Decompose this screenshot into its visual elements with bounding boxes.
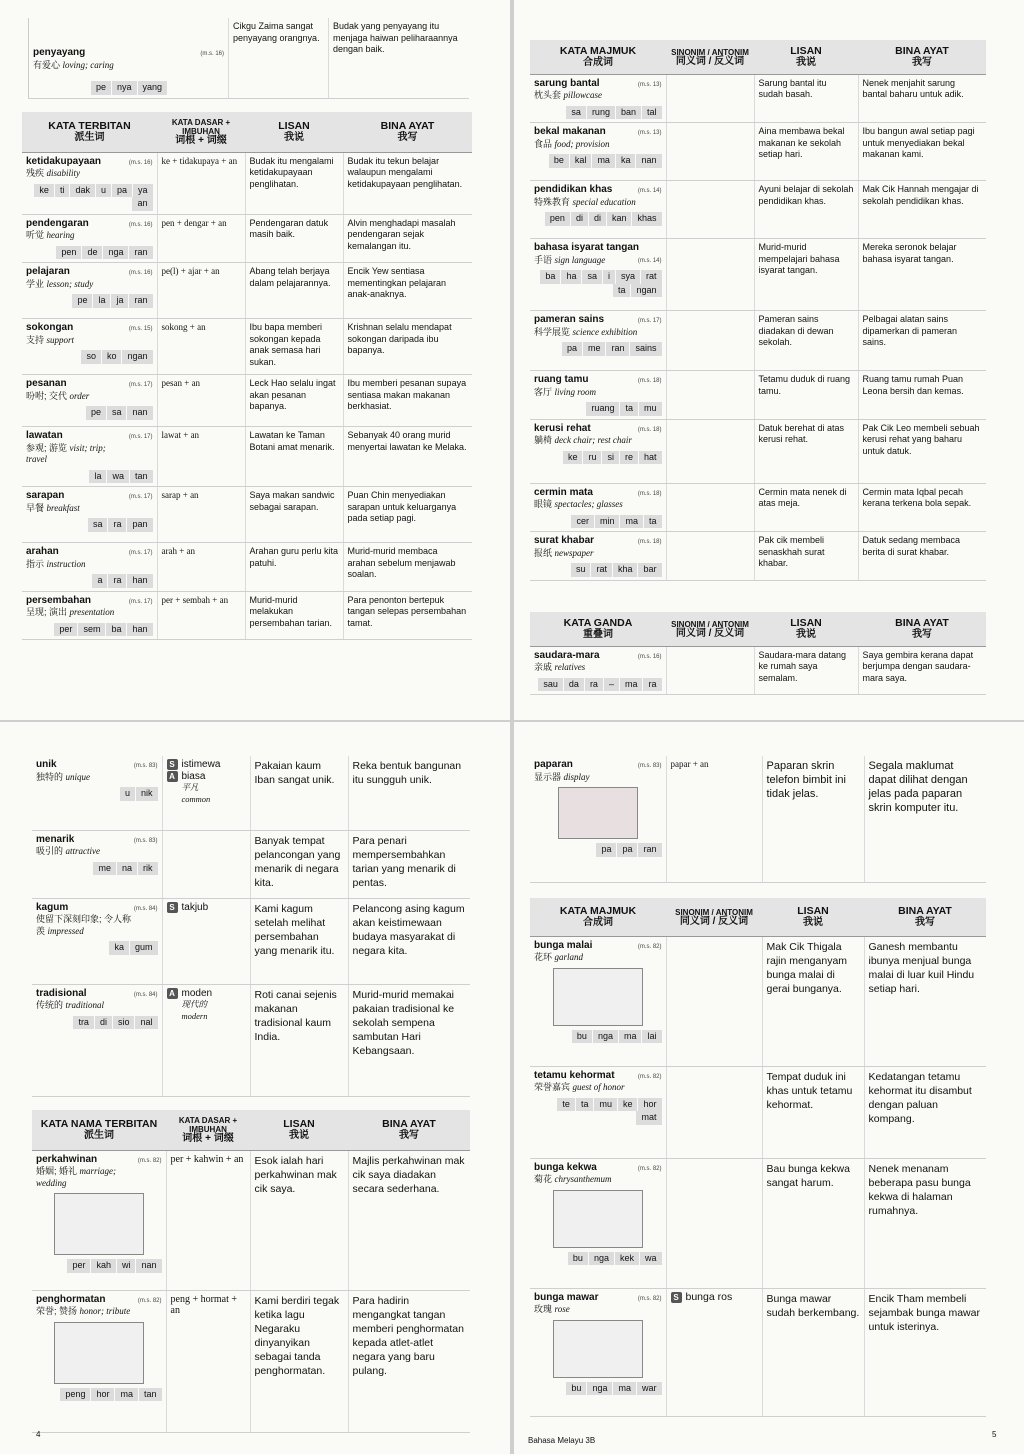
lisan-cell: Bau bunga kekwa sangat harum. — [762, 1158, 864, 1288]
page-ref: (m.s. 13) — [637, 81, 662, 88]
lisan-cell: Tetamu duduk di ruang tamu. — [754, 371, 858, 420]
lisan-cell: Tempat duduk ini khas untuk tetamu kehormat. — [762, 1066, 864, 1158]
page-ref: (m.s. 82) — [137, 1157, 162, 1164]
table-paparan — [530, 756, 986, 883]
page-ref: (m.s. 17) — [128, 598, 153, 605]
antonym: A biasa 平凡 common — [167, 771, 246, 806]
table-header: KATA GANDA 重叠词 SINONIM / ANTONIM 同义词 / 反义词 LISAN 我说 BINA AYAT 我写 — [530, 612, 986, 646]
page-ref: (m.s. 18) — [637, 539, 662, 545]
word: pendidikan khas — [534, 184, 613, 195]
page-ref: (m.s. 16) — [128, 270, 153, 276]
page-ref: (m.s. 18) — [637, 426, 662, 433]
translation: 支持 support — [26, 334, 75, 345]
table-penyayang — [28, 18, 469, 99]
page-ref: (m.s. 82) — [637, 943, 662, 950]
table-row — [530, 1066, 986, 1158]
page-ref: (m.s. 17) — [128, 494, 153, 500]
page-ref: (m.s. 16) — [128, 221, 153, 228]
lisan-cell: Saudara-mara datang ke rumah saya semalam. — [754, 646, 858, 695]
syllables: sa rung ban tal — [534, 106, 662, 120]
syllables: pen di di kan khas — [534, 212, 662, 226]
page-ref: (m.s. 14) — [637, 188, 662, 194]
lisan-cell: Cikgu Zaima sangat penyayang orangnya. — [229, 18, 329, 98]
antonym-badge: A — [167, 988, 178, 999]
sinonim-cell — [162, 830, 250, 898]
bina-cell: Saya gembira kerana dapat berjumpa dengan saudara-mara saya. — [858, 646, 986, 695]
lisan-cell: Aina membawa bekal makanan ke sekolah setiap hari. — [754, 123, 858, 181]
page-top-left — [0, 0, 510, 720]
bina-cell: Majlis perkahwinan mak cik saya diadakan secara sederhana. — [348, 1150, 470, 1290]
translation: 报纸 newspaper — [534, 547, 594, 558]
monitor-illustration — [558, 787, 638, 839]
bina-cell: Cermin mata Iqbal pecah kerana terkena bola sepak. — [858, 483, 986, 532]
bina-cell: Budak yang penyayang itu menjaga haiwan peliharaannya dengan baik. — [329, 18, 469, 98]
bina-cell: Para hadirin mengangkat tangan memberi penghormatan kepada atlet-atlet negara yang baru pulang. — [348, 1290, 470, 1432]
page-ref: (m.s. 14) — [637, 257, 662, 264]
syllables: pa me ran sains — [534, 342, 662, 356]
synonym: S istimewa — [167, 759, 246, 771]
imbuhan-cell: arah + an — [157, 543, 245, 592]
word: arahan — [26, 546, 59, 557]
syllables: be kal ma ka nan — [534, 154, 662, 168]
bina-cell: Ruang tamu rumah Puan Leona bersih dan kemas. — [858, 371, 986, 420]
syllables: ka gum — [36, 941, 158, 955]
header-dasar: KATA DASAR + IMBUHAN — [171, 118, 231, 137]
bina-cell: Reka bentuk bangunan itu sungguh unik. — [348, 756, 470, 830]
syllables: sa ra pan — [26, 518, 153, 532]
translation: 菊花 chrysanthemum — [534, 1174, 612, 1184]
lisan-cell: Lawatan ke Taman Botani amat menarik. — [245, 427, 343, 487]
syllables: peng hor ma tan — [36, 1388, 162, 1402]
antonym-badge: A — [167, 771, 178, 782]
table-kata-nama-terbitan — [32, 1110, 470, 1433]
word: kagum — [36, 901, 69, 913]
bina-cell: Ibu bangun awal setiap pagi untuk menyediakan bekal makanan kami. — [858, 123, 986, 181]
bina-cell: Pelbagai alatan sains dipamerkan di pameran sains. — [858, 311, 986, 371]
lisan-cell: Ibu bapa memberi sokongan kepada anak semasa hari sukan. — [245, 319, 343, 375]
word: sarung bantal — [534, 77, 600, 89]
page-ref: (m.s. 18) — [637, 378, 662, 384]
word: tetamu kehormat — [534, 1069, 615, 1081]
page-ref: (m.s. 82) — [137, 1297, 162, 1304]
page-ref: (m.s. 83) — [133, 837, 158, 844]
table-header: KATA TERBITAN 派生词 KATA DASAR + IMBUHAN 词根 + 词缀 LISAN 我说 BINA AYAT 我写 — [22, 112, 472, 152]
word: penyayang — [33, 47, 86, 58]
syllables: bu nga ma war — [534, 1382, 662, 1396]
page-ref: (m.s. 17) — [128, 434, 153, 440]
sinonim-cell — [666, 936, 762, 1066]
page-ref: (m.s. 82) — [637, 1073, 662, 1080]
syllables: su rat kha bar — [534, 563, 662, 577]
translation: 手语 sign language — [534, 254, 606, 265]
lisan-cell: Paparan skrin telefon bimbit ini tidak jelas. — [762, 756, 864, 882]
translation: 显示器 display — [534, 771, 590, 782]
word: menarik — [36, 833, 75, 845]
syllables: ke ru si re hat — [534, 451, 662, 465]
word: penghormatan — [36, 1293, 106, 1305]
table-row — [32, 1150, 470, 1290]
lisan-cell: Budak itu mengalami ketidakupayaan penglihatan. — [245, 152, 343, 214]
imbuhan-cell: peng + hormat + an — [166, 1290, 250, 1432]
table-row — [530, 532, 986, 581]
page-ref: (m.s. 83) — [133, 763, 158, 769]
word: surat khabar — [534, 535, 595, 546]
bina-cell: Krishnan selalu mendapat sokongan daripada ibu bapanya. — [343, 319, 472, 375]
syllables: bu nga ma lai — [534, 1030, 662, 1044]
table-row — [32, 984, 470, 1096]
imbuhan-cell: lawat + an — [157, 427, 245, 487]
lisan-cell: Pameran sains diadakan di dewan sekolah. — [754, 311, 858, 371]
sinonim-cell — [162, 898, 250, 984]
table-row — [530, 371, 986, 420]
translation: 眼镜 spectacles; glasses — [534, 499, 623, 509]
table-row — [22, 427, 472, 487]
antonym: A moden 现代的 modern — [167, 988, 246, 1023]
word: sarapan — [26, 490, 65, 501]
header-bina: BINA AYAT — [898, 904, 952, 917]
imbuhan-cell: ke + tidakupaya + an — [157, 152, 245, 214]
translation: 传统的 traditional — [36, 1000, 105, 1010]
bina-cell: Kedatangan tetamu kehormat itu disambut dengan paluan kompang. — [864, 1066, 986, 1158]
translation: 食品 food; provision — [534, 138, 610, 149]
sinonim-cell — [162, 756, 250, 830]
word: pesanan — [26, 378, 67, 389]
page-ref: (m.s. 16) — [637, 653, 662, 660]
table-row — [530, 1158, 986, 1288]
lisan-cell: Bunga mawar sudah berkembang. — [762, 1288, 864, 1416]
header-lisan: LISAN — [790, 616, 822, 629]
lisan-cell: Ayuni belajar di sekolah pendidikan khas. — [754, 181, 858, 239]
table-kata-majmuk — [530, 40, 986, 581]
word: persembahan — [26, 594, 92, 606]
translation: 残疾 disability — [26, 168, 81, 178]
lisan-cell: Arahan guru perlu kita patuhi. — [245, 543, 343, 592]
table-row — [530, 311, 986, 371]
translation: 有爱心 loving; caring — [33, 59, 114, 70]
word: bekal makanan — [534, 126, 606, 137]
word: pelajaran — [26, 266, 70, 277]
bina-cell: Para penonton bertepuk tangan selepas persembahan tamat. — [343, 591, 472, 640]
syllables: ke ti dak u pa yaan — [26, 184, 153, 211]
translation: 早餐 breakfast — [26, 502, 80, 513]
table-kata-majmuk-2 — [530, 898, 986, 1417]
table-row — [530, 74, 986, 123]
table-row — [32, 898, 470, 984]
lisan-cell: Esok ialah hari perkahwinan mak cik saya. — [250, 1150, 348, 1290]
bina-cell: Puan Chin menyediakan sarapan untuk keluarganya pada setiap pagi. — [343, 487, 472, 543]
header-lisan: LISAN — [278, 119, 310, 132]
illustration — [54, 1193, 144, 1255]
page-ref: (m.s. 83) — [637, 763, 662, 769]
lisan-cell: Leck Hao selalu ingat akan pesanan bapanya. — [245, 375, 343, 427]
lisan-cell: Roti canai sejenis makanan tradisional kaum India. — [250, 984, 348, 1096]
header-dasar: KATA DASAR + IMBUHAN — [178, 1116, 238, 1135]
bina-cell: Datuk sedang membaca berita di surat khabar. — [858, 532, 986, 581]
page-ref: (m.s. 84) — [133, 991, 158, 998]
translation: 荣誉嘉宾 guest of honor — [534, 1082, 625, 1092]
table-row — [22, 152, 472, 214]
page-ref: (m.s. 17) — [637, 318, 662, 324]
table-row — [530, 419, 986, 483]
header-lisan: LISAN — [790, 44, 822, 57]
syllables: te ta mu ke hormat — [534, 1098, 662, 1125]
table-row — [32, 756, 470, 830]
book-title: Bahasa Melayu 3B — [528, 1436, 596, 1445]
lisan-cell: Cermin mata nenek di atas meja. — [754, 483, 858, 532]
translation: 躺椅 deck chair; rest chair — [534, 435, 632, 445]
bina-cell: Para penari mempersembahkan tarian yang menarik di pentas. — [348, 830, 470, 898]
imbuhan-cell: pen + dengar + an — [157, 214, 245, 263]
table-row — [29, 18, 469, 98]
table-sinonim — [32, 756, 470, 1097]
translation: 独特的 unique — [36, 771, 91, 782]
imbuhan-cell: sokong + an — [157, 319, 245, 375]
header-kata: KATA MAJMUK — [559, 904, 637, 917]
syllables: ba ha sa i sya ratta ngan — [534, 270, 662, 297]
bina-cell: Ganesh membantu ibunya menjual bunga malai di luar kuil Hindu setiap hari. — [864, 936, 986, 1066]
table-row — [530, 181, 986, 239]
translation: 呈现; 演出 presentation — [26, 607, 115, 617]
bina-cell: Mak Cik Hannah mengajar di sekolah pendidikan khas. — [858, 181, 986, 239]
table-row — [530, 646, 986, 695]
header-kata: KATA GANDA — [563, 616, 633, 629]
table-row — [22, 591, 472, 640]
page-bottom-left — [0, 722, 510, 1454]
word: bahasa isyarat tangan — [534, 242, 640, 253]
word: ketidakupayaan — [26, 155, 102, 167]
word: lawatan — [26, 430, 63, 441]
bina-cell: Segala maklumat dapat dilihat dengan jelas pada paparan skrin komputer itu. — [864, 756, 986, 882]
lisan-cell: Murid-murid mempelajari bahasa isyarat tangan. — [754, 239, 858, 311]
syllables: a ra han — [26, 574, 153, 588]
word: bunga malai — [534, 939, 593, 951]
lisan-cell: Pendengaran datuk masih baik. — [245, 214, 343, 263]
lisan-cell: Saya makan sandwic sebagai sarapan. — [245, 487, 343, 543]
page-ref: (m.s. 15) — [128, 326, 153, 332]
word: sokongan — [26, 322, 74, 333]
page-ref: (m.s. 82) — [637, 1295, 662, 1302]
lisan-cell: Pak cik membeli senaskhah surat khabar. — [754, 532, 858, 581]
table-row — [530, 123, 986, 181]
synonym: S takjub — [167, 902, 246, 914]
syllables: pa pa ran — [534, 843, 662, 857]
header-bina: BINA AYAT — [380, 119, 435, 132]
translation: 参观; 游览 visit; trip; travel — [26, 442, 106, 464]
word: perkahwinan — [36, 1153, 98, 1165]
lisan-cell: Datuk berehat di atas kerusi rehat. — [754, 419, 858, 483]
table-row — [530, 936, 986, 1066]
table-row — [22, 263, 472, 319]
page-number: 4 — [36, 1430, 41, 1439]
table-row — [22, 375, 472, 427]
table-header: KATA MAJMUK 合成词 SINONIM / ANTONIM 同义词 / 反义词 LISAN 我说 BINA AYAT 我写 — [530, 40, 986, 74]
page-ref: (m.s. 16) — [128, 159, 153, 166]
lisan-cell: Kami berdiri tegak ketika lagu Negaraku dinyanyikan sebagai tanda penghormatan. — [250, 1290, 348, 1432]
translation: 亲戚 relatives — [534, 662, 586, 672]
translation: 科学展览 science exhibition — [534, 326, 638, 337]
lisan-cell: Murid-murid melakukan persembahan tarian. — [245, 591, 343, 640]
translation: 客厅 living room — [534, 386, 596, 397]
lisan-cell: Kami kagum setelah melihat persembahan yang menarik itu. — [250, 898, 348, 984]
imbuhan-cell: papar + an — [666, 756, 762, 882]
translation: 吩咐; 交代 order — [26, 390, 90, 401]
bina-cell: Nenek menjahit sarung bantal baharu untuk adik. — [858, 74, 986, 123]
imbuhan-cell: per + kahwin + an — [166, 1150, 250, 1290]
imbuhan-cell: per + sembah + an — [157, 591, 245, 640]
word: tradisional — [36, 987, 87, 999]
word: kerusi rehat — [534, 422, 591, 434]
illustration — [553, 1320, 643, 1378]
sinonim-cell — [666, 1066, 762, 1158]
header-sinonim: SINONIM / ANTONIM — [675, 907, 753, 917]
syllables: la wa tan — [26, 470, 153, 484]
syllables: me na rik — [36, 862, 158, 876]
bina-cell: Pelancong asing kagum akan keistimewaan budaya masyarakat di negara kita. — [348, 898, 470, 984]
imbuhan-cell: sarap + an — [157, 487, 245, 543]
table-row — [22, 543, 472, 592]
bina-cell: Alvin menghadapi masalah pendengaran sejak kemalangan itu. — [343, 214, 472, 263]
bina-cell: Budak itu tekun belajar walaupun mengalami ketidakupayaan penglihatan. — [343, 152, 472, 214]
translation: 枕头套 pillowcase — [534, 90, 603, 100]
table-header: KATA MAJMUK 合成词 SINONIM / ANTONIM 同义词 / 反义词 LISAN 我说 BINA AYAT 我写 — [530, 898, 986, 936]
translation: 婚姻; 婚礼 marriage; wedding — [36, 1166, 117, 1188]
word: bunga kekwa — [534, 1161, 597, 1173]
translation: 使留下深刻印象; 令人称羡 impressed — [36, 914, 132, 936]
translation: 特殊教育 special education — [534, 196, 636, 207]
page-ref: (m.s. 17) — [128, 382, 153, 388]
translation: 听觉 hearing — [26, 230, 75, 240]
word: ruang tamu — [534, 374, 589, 385]
syllables: bu nga kek wa — [534, 1252, 662, 1266]
header-sinonim: SINONIM / ANTONIM — [671, 619, 749, 629]
bina-cell: Murid-murid membaca arahan sebelum menjawab soalan. — [343, 543, 472, 592]
translation: 花环 garland — [534, 952, 584, 962]
word: paparan — [534, 759, 573, 770]
bina-cell: Sebanyak 40 orang murid menyertai lawatan ke Melaka. — [343, 427, 472, 487]
bina-cell: Pak Cik Leo membeli sebuah kerusi rehat yang baharu untuk datuk. — [858, 419, 986, 483]
translation: 荣誉; 赞扬 honor; tribute — [36, 1306, 131, 1316]
header-kata: KATA TERBITAN — [48, 119, 131, 132]
syllables: so ko ngan — [26, 350, 153, 364]
table-row — [530, 239, 986, 311]
header-bina: BINA AYAT — [895, 616, 949, 629]
bina-cell: Encik Yew sentiasa mementingkan pelajaran anak-anaknya. — [343, 263, 472, 319]
sinonim-cell — [666, 1158, 762, 1288]
translation: 玫瑰 rose — [534, 1304, 570, 1314]
page-ref: (m.s. 17) — [128, 550, 153, 556]
page-ref: (m.s. 13) — [637, 130, 662, 136]
synonym-badge: S — [167, 759, 178, 770]
word: unik — [36, 759, 57, 770]
illustration — [553, 968, 643, 1026]
bina-cell: Mereka seronok belajar bahasa isyarat tangan. — [858, 239, 986, 311]
syllables: per sem ba han — [26, 623, 153, 637]
header-bina: BINA AYAT — [895, 44, 949, 57]
table-row — [530, 1288, 986, 1416]
lisan-cell: Abang telah berjaya dalam pelajarannya. — [245, 263, 343, 319]
lisan-cell: Banyak tempat pelancongan yang menarik di negara kita. — [250, 830, 348, 898]
syllables: u nik — [36, 787, 158, 801]
table-kata-terbitan — [22, 112, 472, 640]
word: pendengaran — [26, 217, 89, 229]
header-lisan: LISAN — [797, 904, 829, 917]
table-row — [32, 830, 470, 898]
page-ref: (m.s. 18) — [637, 490, 662, 497]
bina-cell: Nenek menanam beberapa pasu bunga kekwa di halaman rumahnya. — [864, 1158, 986, 1288]
word: pameran sains — [534, 314, 605, 325]
syllables: sau da ra – ma ra — [534, 678, 662, 692]
lisan-cell: Sarung bantal itu sudah basah. — [754, 74, 858, 123]
header-kata: KATA MAJMUK — [559, 44, 637, 57]
lisan-cell: Pakaian kaum Iban sangat unik. — [250, 756, 348, 830]
header-kata: KATA NAMA TERBITAN — [40, 1117, 158, 1130]
word: bunga mawar — [534, 1291, 599, 1303]
syllables: pen de nga ran — [26, 246, 153, 260]
syllables: pe nya yang — [33, 81, 224, 95]
word: saudara-mara — [534, 649, 600, 661]
syllables: per kah wi nan — [36, 1259, 162, 1273]
table-row — [22, 487, 472, 543]
syllables: pe la ja ran — [26, 294, 153, 308]
sinonim-cell — [162, 984, 250, 1096]
header-sinonim: SINONIM / ANTONIM — [671, 47, 749, 57]
table-row — [22, 319, 472, 375]
translation: 指示 instruction — [26, 558, 86, 569]
page-ref: (m.s. 82) — [637, 1165, 662, 1172]
word: cermin mata — [534, 486, 593, 498]
header-bina: BINA AYAT — [382, 1117, 436, 1130]
page-bottom-right — [514, 722, 1024, 1454]
bina-cell: Murid-murid memakai pakaian tradisional ke sekolah sempena sambutan Hari Kebangsaan. — [348, 984, 470, 1096]
synonym-badge: S — [671, 1292, 682, 1303]
syllables: ruang ta mu — [534, 402, 662, 416]
header-lisan: LISAN — [283, 1117, 315, 1130]
table-row — [32, 1290, 470, 1432]
page-top-right — [514, 0, 1024, 720]
lisan-cell: Mak Cik Thigala rajin menganyam bunga malai di gerai bunganya. — [762, 936, 864, 1066]
table-row — [530, 483, 986, 532]
translation: 学业 lesson; study — [26, 278, 94, 289]
imbuhan-cell: pe(l) + ajar + an — [157, 263, 245, 319]
syllables: cer min ma ta — [534, 515, 662, 529]
translation: 吸引的 attractive — [36, 846, 101, 856]
syllables: pe sa nan — [26, 406, 153, 420]
bina-cell: Encik Tham membeli sejambak bunga mawar untuk isterinya. — [864, 1288, 986, 1416]
page-ref: (m.s. 84) — [133, 905, 158, 912]
table-row — [22, 214, 472, 263]
sinonim-cell — [666, 1288, 762, 1416]
synonym-badge: S — [167, 902, 178, 913]
table-row — [530, 756, 986, 882]
table-kata-ganda — [530, 612, 986, 695]
imbuhan-cell: pesan + an — [157, 375, 245, 427]
illustration — [54, 1322, 144, 1384]
page-ref: (m.s. 16) — [200, 51, 224, 57]
illustration — [553, 1190, 643, 1248]
syllables: tra di sio nal — [36, 1016, 158, 1030]
bina-cell: Ibu memberi pesanan supaya sentiasa makan makanan berkhasiat. — [343, 375, 472, 427]
synonym: bunga ros — [685, 1290, 733, 1303]
table-header: KATA NAMA TERBITAN 派生词 KATA DASAR + IMBUHAN 词根 + 词缀 LISAN 我说 BINA AYAT 我写 — [32, 1110, 470, 1150]
page-number: 5 — [992, 1430, 997, 1439]
